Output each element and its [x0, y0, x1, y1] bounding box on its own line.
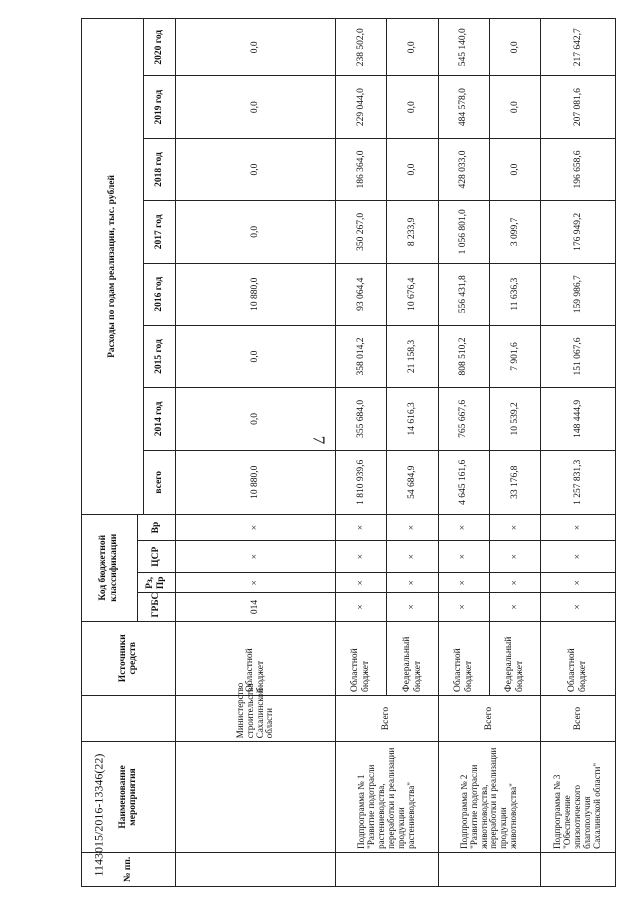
row-name: Подпрограмма № 2 "Развитие подотрасли животноводства, переработки и реализации продукции животноводства": [438, 742, 541, 853]
value-2014: 10 539,2: [489, 388, 540, 450]
code-rzpr: ×: [438, 573, 489, 593]
header-executor: [82, 695, 176, 741]
value-total: 54 684,9: [387, 450, 438, 514]
table-row: [336, 19, 387, 887]
rotated-table-wrapper: [81, 18, 616, 887]
row-source: Федеральный бюджет: [387, 621, 438, 695]
value-2014: 355 684,0: [336, 388, 387, 450]
code-rzpr: ×: [489, 573, 540, 593]
row-no: [175, 852, 335, 886]
code-rzpr: ×: [336, 573, 387, 593]
value-2015: 808 510,2: [438, 325, 489, 387]
value-2020: 545 140,0: [438, 19, 489, 77]
value-2015: 151 067,6: [541, 325, 616, 387]
table-row: [175, 19, 335, 887]
code-vr: ×: [489, 514, 540, 540]
value-2019: 229 044,0: [336, 76, 387, 138]
value-2018: 0,0: [387, 138, 438, 200]
header-year-2018: 2018 год: [143, 138, 175, 200]
header-year-2016: 2016 год: [143, 263, 175, 325]
header-year-total: всего: [143, 450, 175, 514]
value-2018: 0,0: [489, 138, 540, 200]
row-name: [175, 742, 335, 853]
header-code-grbs: ГРБС: [137, 593, 175, 621]
code-rzpr: ×: [175, 573, 335, 593]
value-2019: 0,0: [175, 76, 335, 138]
code-csr: ×: [438, 541, 489, 573]
value-2015: 21 158,3: [387, 325, 438, 387]
value-2020: 238 502,0: [336, 19, 387, 77]
value-2014: 148 444,9: [541, 388, 616, 450]
page-number: 7: [309, 435, 329, 445]
row-executor: Всего: [438, 695, 541, 741]
row-executor: Всего: [541, 695, 616, 741]
value-2017: 1 056 801,0: [438, 201, 489, 263]
header-no: № пп.: [82, 852, 176, 886]
code-vr: ×: [175, 514, 335, 540]
header-source: Источники средств: [82, 621, 176, 695]
code-vr: ×: [438, 514, 489, 540]
header-code-csr: ЦСР: [137, 541, 175, 573]
row-source: Областной бюджет: [336, 621, 387, 695]
header-year-2015: 2015 год: [143, 325, 175, 387]
row-no: [541, 852, 616, 886]
value-total: 4 645 161,6: [438, 450, 489, 514]
value-2016: 556 431,8: [438, 263, 489, 325]
header-code-rzpr: Рз, Пр: [137, 573, 175, 593]
table-row: [438, 19, 489, 887]
value-2018: 186 364,0: [336, 138, 387, 200]
value-2015: 358 014,2: [336, 325, 387, 387]
value-2017: 176 949,2: [541, 201, 616, 263]
value-2018: 196 658,6: [541, 138, 616, 200]
value-2016: 93 064,4: [336, 263, 387, 325]
value-2019: 0,0: [489, 76, 540, 138]
code-csr: ×: [489, 541, 540, 573]
value-2015: 0,0: [175, 325, 335, 387]
budget-table: [81, 18, 616, 887]
table-row: [541, 19, 616, 887]
code-vr: ×: [336, 514, 387, 540]
document-code: 1143015/2016-13346(22): [91, 753, 106, 877]
value-2016: 11 636,3: [489, 263, 540, 325]
header-code-group: Код бюджетной классификации: [82, 514, 138, 621]
value-2015: 7 901,6: [489, 325, 540, 387]
value-2017: 350 267,0: [336, 201, 387, 263]
value-2014: 765 667,6: [438, 388, 489, 450]
row-executor: Министерство строительства Сахалинской области: [175, 695, 335, 741]
value-total: 1 810 939,6: [336, 450, 387, 514]
code-csr: ×: [387, 541, 438, 573]
code-grbs: ×: [489, 593, 540, 621]
value-2014: 14 616,3: [387, 388, 438, 450]
value-2016: 10 676,4: [387, 263, 438, 325]
code-rzpr: ×: [541, 573, 616, 593]
value-2019: 484 578,0: [438, 76, 489, 138]
value-2020: 0,0: [175, 19, 335, 77]
value-2020: 0,0: [489, 19, 540, 77]
header-expenses-group: Расходы по годам реализации, тыс. рублей: [82, 19, 144, 515]
code-vr: ×: [541, 514, 616, 540]
value-2020: 217 642,7: [541, 19, 616, 77]
header-name: Наименование мероприятия: [82, 742, 176, 853]
value-total: 33 176,8: [489, 450, 540, 514]
row-executor: Всего: [336, 695, 439, 741]
code-grbs: ×: [541, 593, 616, 621]
value-2019: 207 081,6: [541, 76, 616, 138]
code-vr: ×: [387, 514, 438, 540]
value-total: 10 880,0: [175, 450, 335, 514]
value-2018: 428 033,0: [438, 138, 489, 200]
value-2017: 0,0: [175, 201, 335, 263]
value-2017: 8 233,9: [387, 201, 438, 263]
value-2016: 159 986,7: [541, 263, 616, 325]
code-csr: ×: [175, 541, 335, 573]
header-year-2020: 2020 год: [143, 19, 175, 77]
value-2018: 0,0: [175, 138, 335, 200]
row-name: Подпрограмма № 1 "Развитие подотрасли растениеводства, переработки и реализации продукции растениеводства": [336, 742, 439, 853]
code-grbs: ×: [336, 593, 387, 621]
header-year-2014: 2014 год: [143, 388, 175, 450]
code-grbs: 014: [175, 593, 335, 621]
value-2019: 0,0: [387, 76, 438, 138]
value-2016: 10 880,0: [175, 263, 335, 325]
row-name: Подпрограмма № 3 "Обеспечение эпизоотического благополучия Сахалинской области": [541, 742, 616, 853]
row-source: Областной бюджет: [175, 621, 335, 695]
header-year-2019: 2019 год: [143, 76, 175, 138]
row-no: [438, 852, 541, 886]
code-grbs: ×: [438, 593, 489, 621]
value-2017: 3 099,7: [489, 201, 540, 263]
row-no: [336, 852, 439, 886]
header-year-2017: 2017 год: [143, 201, 175, 263]
code-grbs: ×: [387, 593, 438, 621]
row-source: Областной бюджет: [438, 621, 489, 695]
row-source: Областной бюджет: [541, 621, 616, 695]
value-2014: 0,0: [175, 388, 335, 450]
code-rzpr: ×: [387, 573, 438, 593]
code-csr: ×: [541, 541, 616, 573]
value-total: 1 257 831,3: [541, 450, 616, 514]
code-csr: ×: [336, 541, 387, 573]
row-source: Федеральный бюджет: [489, 621, 540, 695]
value-2020: 0,0: [387, 19, 438, 77]
header-code-vr: Вр: [137, 514, 175, 540]
